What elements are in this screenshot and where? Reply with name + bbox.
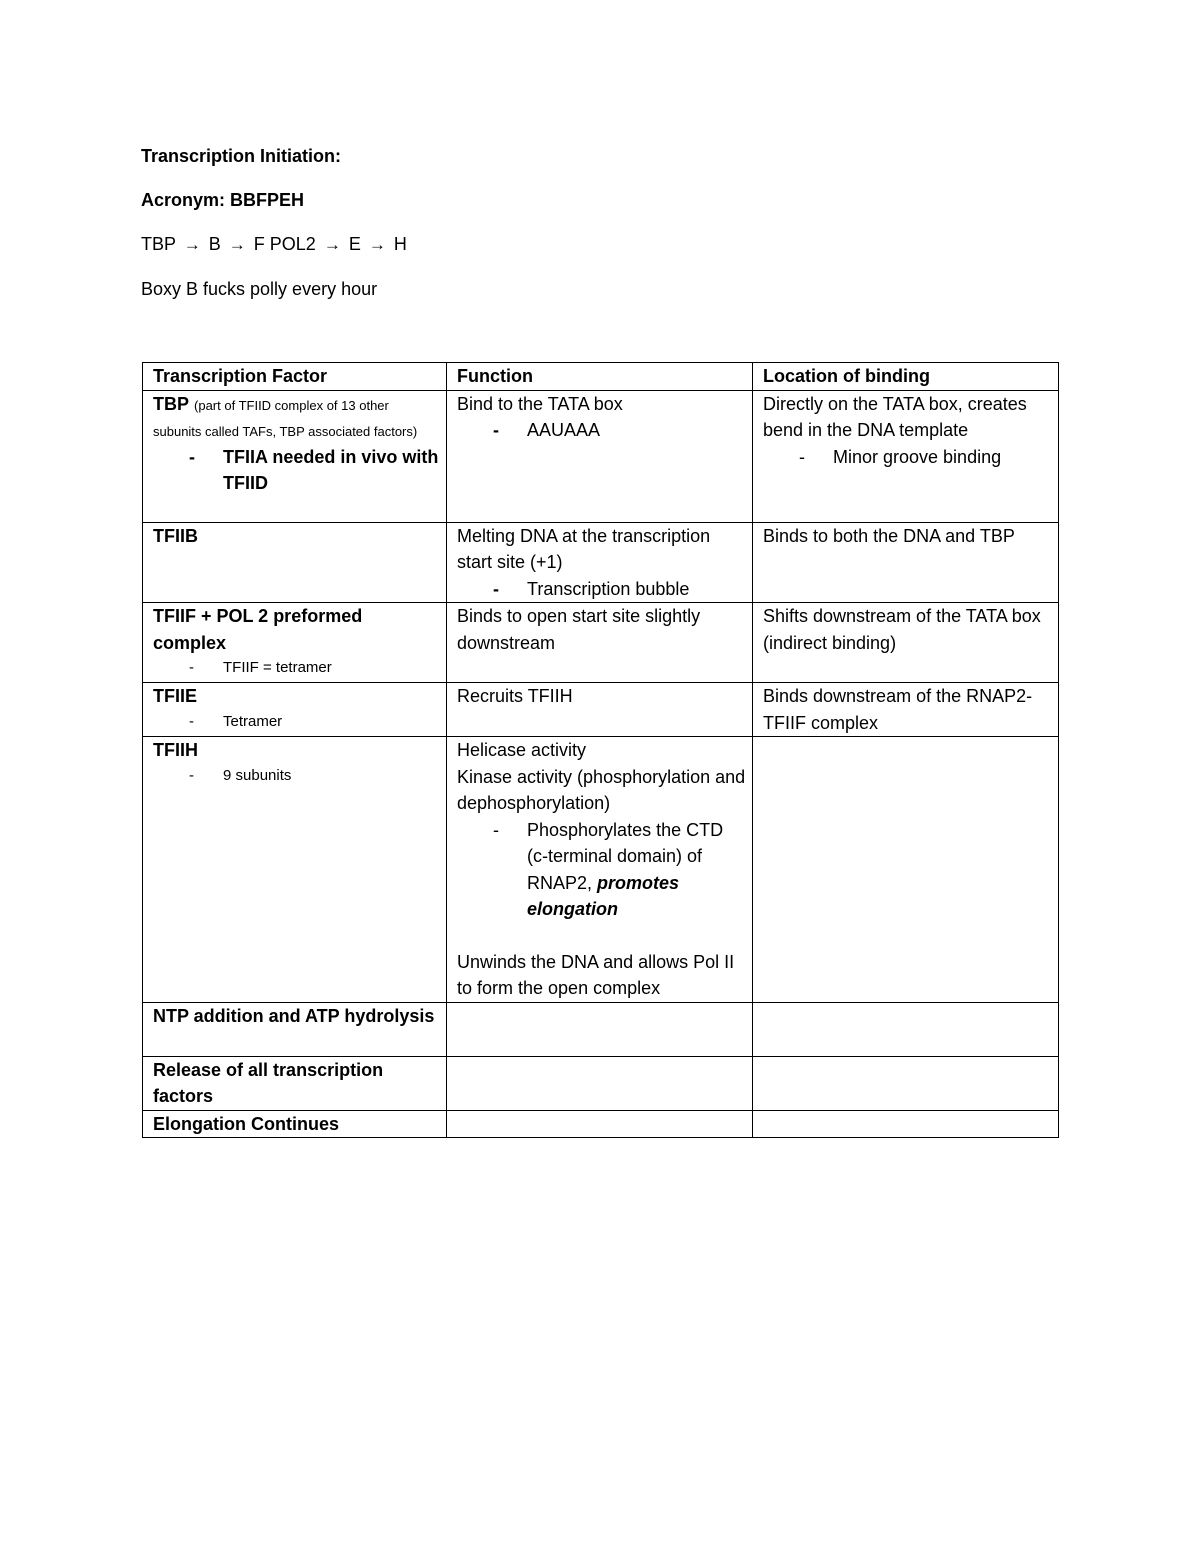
dash-icon: - <box>189 766 194 784</box>
function-cell: Recruits TFIIH <box>447 683 753 737</box>
column-header-factor: Transcription Factor <box>143 363 447 391</box>
sequence-step-5: H <box>393 234 407 254</box>
mnemonic-line: Boxy B fucks polly every hour <box>141 279 378 299</box>
function-cell <box>447 1056 753 1110</box>
bullet-list <box>763 444 1052 471</box>
dash-icon: - <box>189 446 195 467</box>
dash-icon: - <box>493 819 499 840</box>
bullet-list <box>153 444 440 497</box>
factor-name: NTP addition and ATP hydrolysis <box>153 1005 435 1026</box>
table-row <box>143 1056 1059 1110</box>
dash-icon: - <box>189 712 194 730</box>
list-item: - Tetramer <box>153 710 440 734</box>
arrow-icon: → <box>368 235 386 254</box>
bullet-list <box>457 817 746 923</box>
factor-name: TFIIE <box>153 686 197 706</box>
location-cell <box>753 1002 1059 1056</box>
list-item: - 9 subunits <box>153 764 440 788</box>
factor-note: (part of TFIID complex of 13 other subunits called TAFs, TBP associated factors) <box>153 397 418 439</box>
list-item: - Transcription bubble <box>457 576 746 603</box>
function-cell: Melting DNA at the transcription start site (+1) - Transcription bubble <box>447 522 753 603</box>
factor-name: TBP <box>153 393 189 414</box>
location-cell: Shifts downstream of the TATA box (indirect binding) <box>753 603 1059 683</box>
function-cell: Bind to the TATA box - AAUAAA <box>447 390 753 522</box>
arrow-icon: → <box>183 235 201 254</box>
sequence-step-2: B <box>208 234 221 254</box>
bullet-list <box>457 576 746 603</box>
sequence-step-1: TBP <box>141 234 176 254</box>
factor-cell <box>143 390 447 522</box>
factor-cell <box>143 1056 447 1110</box>
table-row <box>143 603 1059 683</box>
factor-cell <box>143 522 447 603</box>
location-cell <box>753 737 1059 1003</box>
list-item: - AAUAAA <box>457 417 746 444</box>
location-cell: Directly on the TATA box, creates bend in the DNA template - Minor groove binding <box>753 390 1059 522</box>
factor-name: TFIIB <box>153 525 198 546</box>
list-item: - TFIIA needed in vivo with TFIID <box>153 444 440 497</box>
factor-name: TFIIF + POL 2 preformed complex <box>153 606 363 653</box>
function-cell: Binds to open start site slightly downstream <box>447 603 753 683</box>
location-cell <box>753 1056 1059 1110</box>
factor-cell <box>143 1002 447 1056</box>
dash-icon: - <box>493 578 499 599</box>
page-title: Transcription Initiation: <box>141 146 342 166</box>
sequence-line <box>141 232 407 256</box>
factor-cell <box>143 603 447 683</box>
table-row <box>143 683 1059 737</box>
emphasis-text: promotes elongation <box>527 872 680 919</box>
factor-name: Release of all transcription factors <box>153 1059 384 1106</box>
factor-name: Elongation Continues <box>153 1113 339 1134</box>
list-item: - TFIIF = tetramer <box>153 656 440 680</box>
dash-icon: - <box>799 446 805 467</box>
bullet-list <box>153 656 440 680</box>
location-cell: Binds to both the DNA and TBP <box>753 522 1059 603</box>
arrow-icon: → <box>228 235 246 254</box>
factor-name: TFIIH <box>153 740 198 760</box>
sequence-step-3: F POL2 <box>253 234 316 254</box>
column-header-location: Location of binding <box>753 363 1059 391</box>
factor-cell <box>143 683 447 737</box>
location-cell <box>753 1110 1059 1138</box>
bullet-list <box>153 764 440 788</box>
table-header-row <box>143 363 1059 391</box>
acronym-line: Acronym: BBFPEH <box>141 190 305 210</box>
list-item: - Minor groove binding <box>763 444 1052 471</box>
sequence-step-4: E <box>348 234 361 254</box>
bullet-list <box>457 417 746 444</box>
table-row <box>143 1110 1059 1138</box>
arrow-icon: → <box>323 235 341 254</box>
table-row <box>143 1002 1059 1056</box>
list-item: - Phosphorylates the CTD (c-terminal domain) of RNAP2, promotes elongation <box>457 817 746 923</box>
function-cell <box>447 1002 753 1056</box>
table-row <box>143 390 1059 522</box>
location-cell: Binds downstream of the RNAP2-TFIIF complex <box>753 683 1059 737</box>
table-row <box>143 522 1059 603</box>
dash-icon: - <box>493 420 499 440</box>
bullet-list <box>153 710 440 734</box>
function-cell <box>447 1110 753 1138</box>
column-header-function: Function <box>447 363 753 391</box>
function-cell: Helicase activity Kinase activity (phosphorylation and dephosphorylation) - Phosphorylates the CTD (c-terminal domain) of RNAP2, promotes elongation Unwinds the DNA and allows Pol II to form the open complex <box>447 737 753 1003</box>
table-row <box>143 737 1059 1003</box>
dash-icon: - <box>189 659 194 676</box>
factor-cell <box>143 737 447 1003</box>
transcription-factor-table <box>142 362 1059 1138</box>
factor-cell <box>143 1110 447 1138</box>
